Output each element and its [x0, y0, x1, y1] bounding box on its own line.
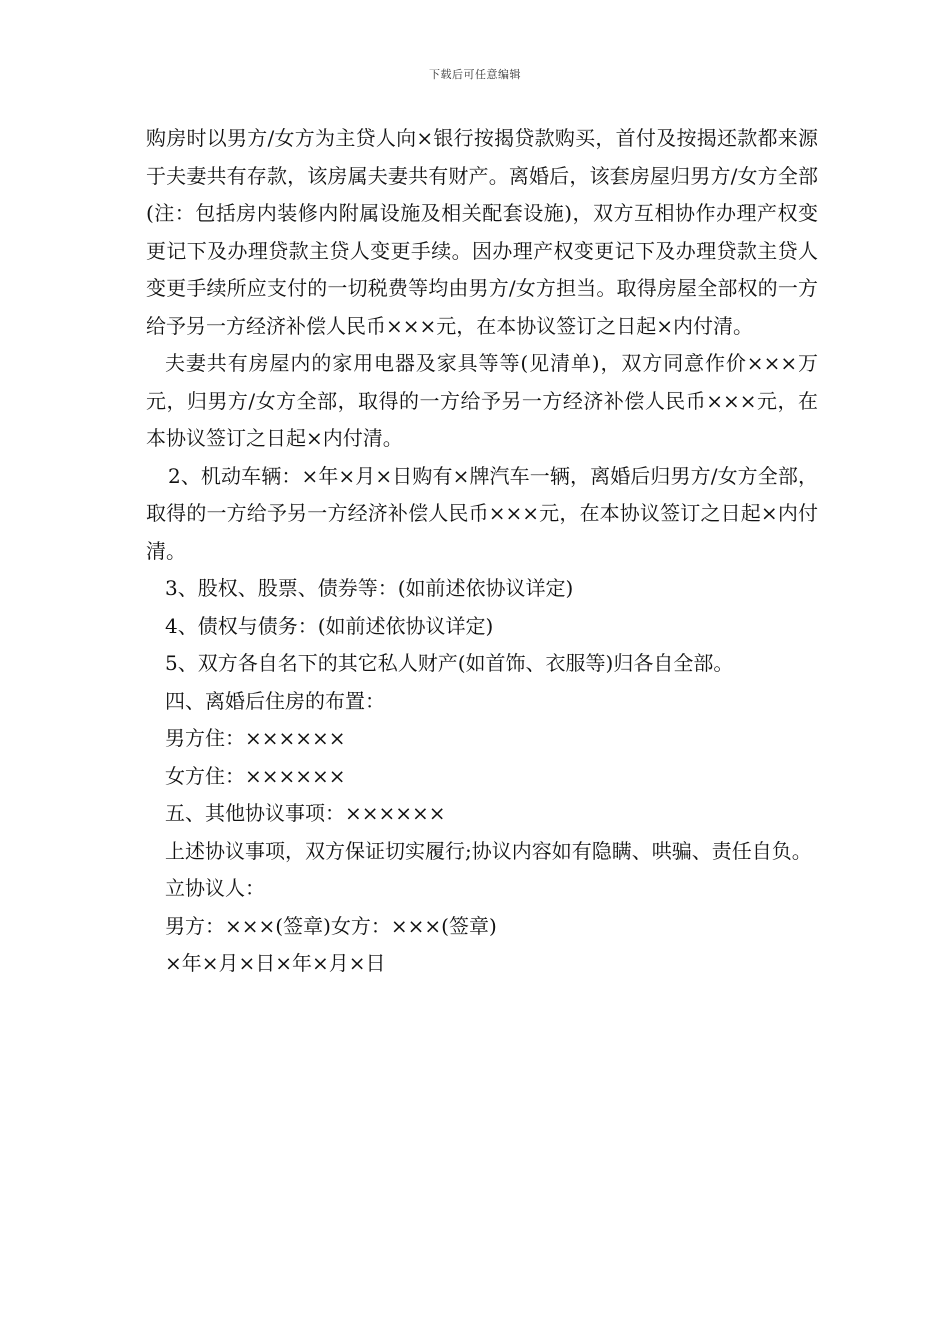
paragraph-male-residence: 男方住：××××××	[165, 726, 346, 750]
section-heading-other-matters: 五、其他协议事项：××××××	[165, 801, 446, 825]
section-heading-housing: 四、离婚后住房的布置：	[165, 688, 385, 713]
signatories-label: 立协议人：	[165, 876, 265, 900]
page-header-note: 下载后可任意编辑	[429, 68, 521, 81]
paragraph-guarantee: 上述协议事项，双方保证切实履行;协议内容如有隐瞒、哄骗、责任自负。	[165, 838, 812, 863]
paragraph-appliances: 夫妻共有房屋内的家用电器及家具等等(见清单)，双方同意作价×××万元，归男方/女方全部，取得的一方给予另一方经济补偿人民币×××元，在本协议签订之日起×内付清。	[146, 351, 818, 450]
paragraph-female-residence: 女方住：××××××	[165, 763, 346, 788]
paragraph-private-property: 5、双方各自名下的其它私人财产(如首饰、衣服等)归各自全部。	[165, 651, 734, 675]
signature-line: 男方：×××(签章)女方：×××(签章)	[165, 913, 497, 938]
paragraph-vehicle: 2、机动车辆：×年×月×日购有×牌汽车一辆，离婚后归男方/女方全部，取得的一方给予另一方经济补偿人民币×××元，在本协议签订之日起×内付清。	[146, 463, 818, 563]
paragraph-debts: 4、债权与债务：(如前述依协议详定)	[165, 613, 494, 638]
document-body	[146, 120, 818, 983]
date-line: ×年×月×日×年×月×日	[165, 951, 386, 975]
paragraph-equity: 3、股权、股票、债券等：(如前述依协议详定)	[165, 576, 574, 600]
paragraph-house-property: 购房时以男方/女方为主贷人向×银行按揭贷款购买，首付及按揭还款都来源于夫妻共有存款，该房属夫妻共有财产。离婚后，该套房屋归男方/女方全部(注：包括房内装修内附属设施及相关配套设施)，双方互相协作办理产权变更记下及办理贷款主贷人变更手续。因办理产权变更记下及办理贷款主贷人变更手续所应支付的一切税费等均由男方/女方担当。取得房屋全部权的一方给予另一方经济补偿人民币×××元，在本协议签订之日起×内付清。	[146, 126, 818, 338]
